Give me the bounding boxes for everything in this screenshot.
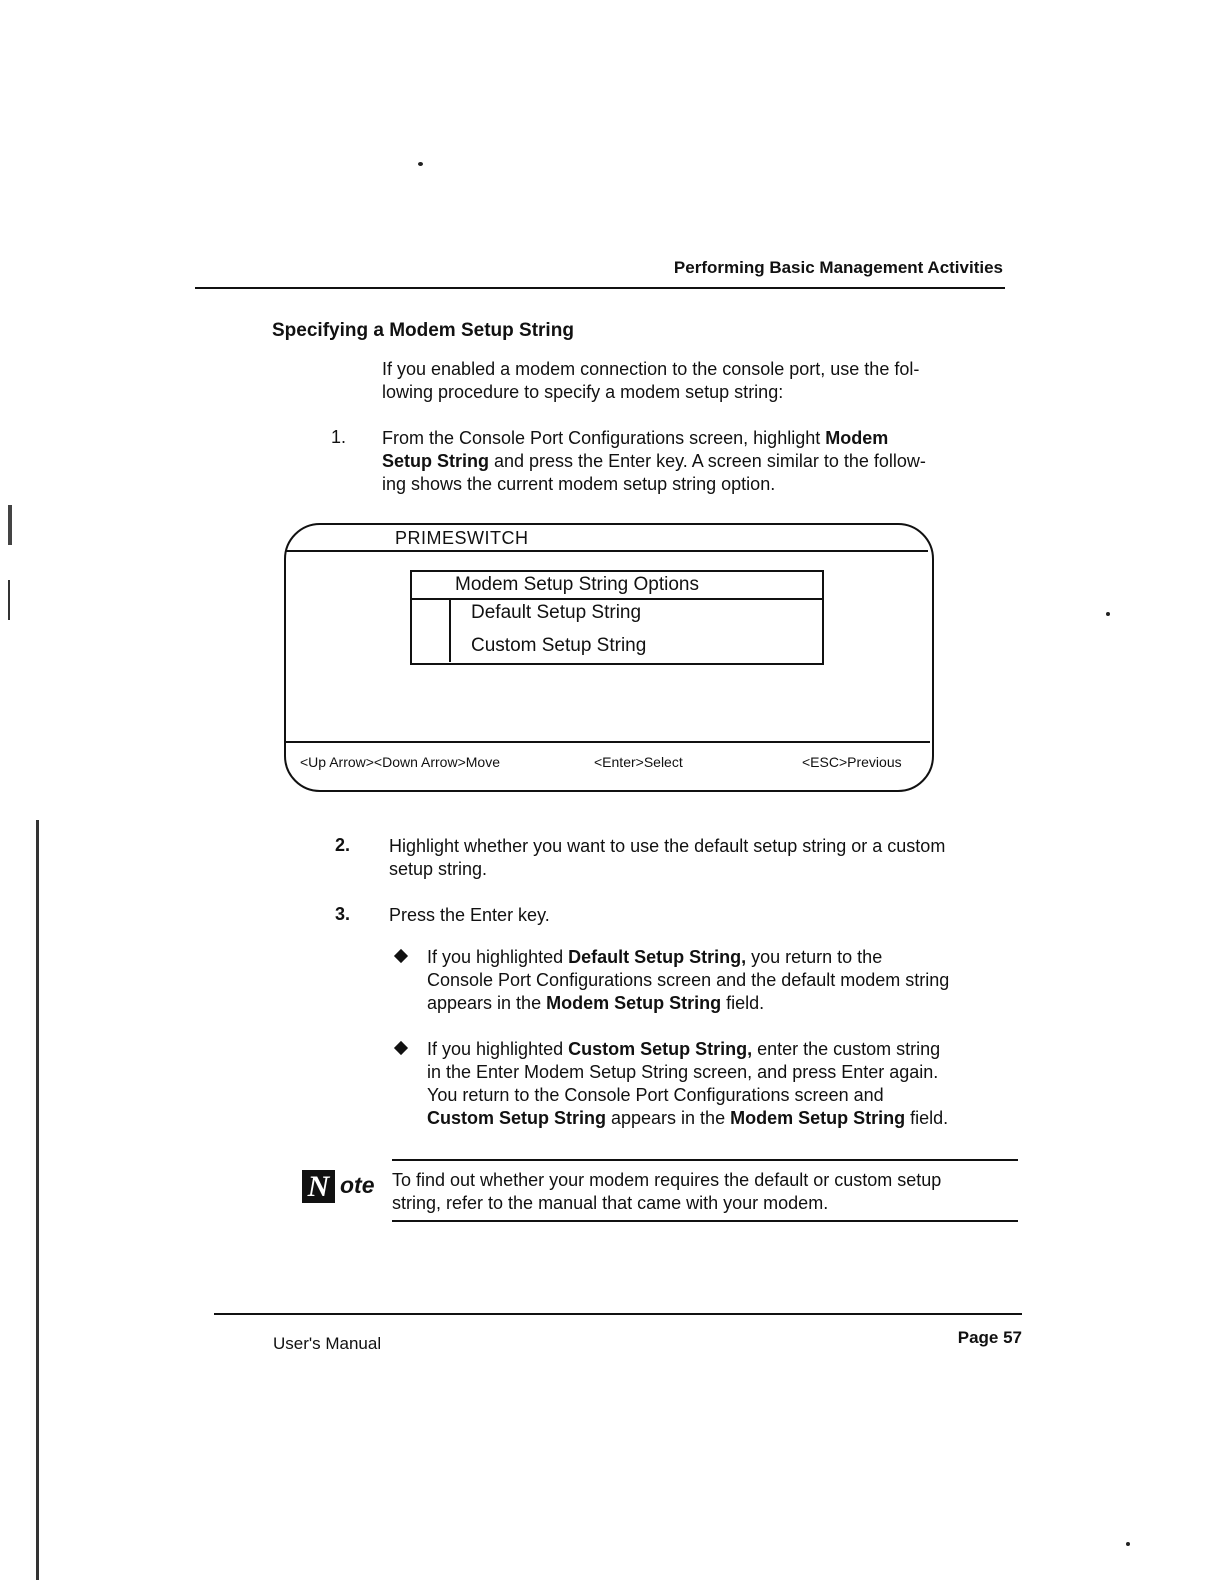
screen-title-rule bbox=[286, 550, 928, 552]
menu-title-rule bbox=[410, 598, 822, 600]
note-line: To find out whether your modem requires the default or custom setup bbox=[392, 1170, 942, 1190]
text-line: setup string. bbox=[389, 859, 488, 879]
text-line: From the Console Port Configurations screen, highlight Modem bbox=[382, 428, 889, 448]
diamond-bullet-icon bbox=[394, 1041, 408, 1055]
step-text bbox=[389, 904, 550, 927]
text-line: in the Enter Modem Setup String screen, and press Enter again. bbox=[427, 1062, 939, 1082]
note-line: string, refer to the manual that came with your modem. bbox=[392, 1193, 829, 1213]
running-header: Performing Basic Management Activities bbox=[673, 258, 1003, 277]
intro-line: If you enabled a modem connection to the console port, use the fol- bbox=[382, 359, 920, 379]
step-text bbox=[382, 427, 926, 496]
text-line: Console Port Configurations screen and the default modem string bbox=[427, 970, 950, 990]
screen-footer-rule bbox=[286, 741, 930, 743]
scan-speck bbox=[1126, 1542, 1130, 1546]
scan-edge-mark bbox=[36, 820, 39, 1580]
bold-term: Default Setup String, bbox=[568, 947, 747, 967]
menu-item-default-setup-string[interactable]: Default Setup String bbox=[471, 602, 642, 623]
intro-line: lowing procedure to specify a modem setup string: bbox=[382, 382, 784, 402]
scan-edge-mark bbox=[8, 505, 12, 545]
step-text bbox=[389, 835, 945, 881]
note-icon: N bbox=[302, 1170, 335, 1203]
key-hint-select: <Enter>Select bbox=[594, 754, 683, 770]
step-number: 3. bbox=[335, 904, 351, 924]
bullet-text bbox=[427, 1038, 948, 1130]
bold-term: Custom Setup String, bbox=[568, 1039, 753, 1059]
text-line: Setup String and press the Enter key. A screen similar to the follow- bbox=[382, 451, 926, 471]
section-title: Specifying a Modem Setup String bbox=[272, 320, 574, 341]
key-hint-move: <Up Arrow><Down Arrow>Move bbox=[300, 754, 500, 770]
note-bottom-rule bbox=[392, 1220, 1018, 1222]
screen-title: PRIMESWITCH bbox=[395, 528, 529, 548]
step-number: 1. bbox=[331, 427, 347, 447]
note-text bbox=[392, 1169, 941, 1215]
bold-term: Setup String bbox=[382, 451, 489, 471]
text-line: appears in the Modem Setup String field. bbox=[427, 993, 765, 1013]
header-rule bbox=[195, 287, 1005, 289]
menu-item-custom-setup-string[interactable]: Custom Setup String bbox=[471, 635, 647, 656]
text-line: Custom Setup String appears in the Modem Setup String field. bbox=[427, 1108, 949, 1128]
note-top-rule bbox=[392, 1159, 1018, 1161]
text-line: ing shows the current modem setup string option. bbox=[382, 474, 776, 494]
key-hint-previous: <ESC>Previous bbox=[802, 754, 902, 770]
note-label: ote bbox=[340, 1172, 375, 1198]
bullet-text bbox=[427, 946, 949, 1015]
bold-term: Modem Setup String bbox=[546, 993, 722, 1013]
bold-term: Modem Setup String bbox=[730, 1108, 906, 1128]
page-number: Page 57 bbox=[957, 1328, 1022, 1347]
scan-edge-mark bbox=[8, 580, 10, 620]
scan-speck bbox=[1106, 612, 1110, 616]
bold-term: Custom Setup String bbox=[427, 1108, 606, 1128]
menu-title: Modem Setup String Options bbox=[455, 574, 699, 595]
scan-speck bbox=[418, 162, 423, 166]
menu-column-divider bbox=[449, 599, 451, 662]
bold-term: Modem bbox=[825, 428, 889, 448]
text-line: If you highlighted Default Setup String, you return to the bbox=[427, 947, 883, 967]
footer-rule bbox=[214, 1313, 1022, 1315]
intro-paragraph bbox=[382, 358, 919, 404]
footer-title: User's Manual bbox=[273, 1334, 382, 1353]
text-line: Press the Enter key. bbox=[389, 905, 550, 925]
diamond-bullet-icon bbox=[394, 949, 408, 963]
step-number: 2. bbox=[335, 835, 351, 855]
text-line: If you highlighted Custom Setup String, enter the custom string bbox=[427, 1039, 941, 1059]
text-line: You return to the Console Port Configurations screen and bbox=[427, 1085, 884, 1105]
text-line: Highlight whether you want to use the default setup string or a custom bbox=[389, 836, 946, 856]
